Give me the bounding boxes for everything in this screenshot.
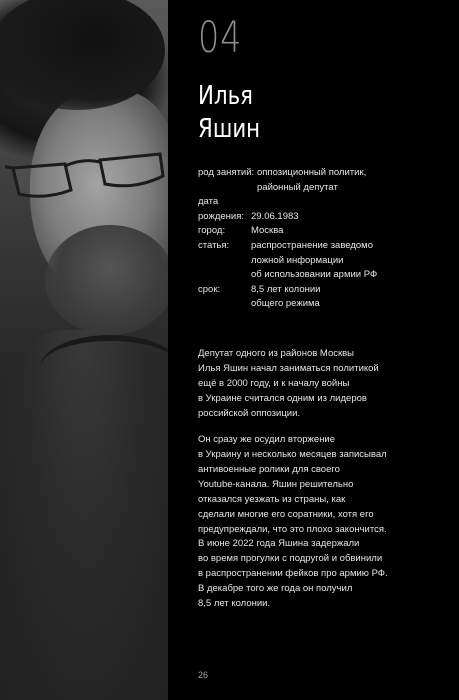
fact-value: об использовании армии РФ bbox=[251, 269, 378, 281]
glasses-graphic bbox=[5, 150, 165, 205]
fact-value: ложной информации bbox=[251, 254, 344, 266]
paragraph-line: антивоенные ролики для своего bbox=[198, 464, 340, 475]
paragraph-line: во время прогулки с подругой и обвинили bbox=[198, 553, 383, 564]
paragraph-line: Он сразу же осудил вторжение bbox=[198, 434, 336, 445]
paragraph-line: в Украину и несколько месяцев записывал bbox=[198, 449, 387, 460]
paragraph-line: сделали многие его соратники, хотя его bbox=[198, 509, 374, 520]
paragraph-line: предупреждали, что это плохо закончится. bbox=[198, 524, 387, 535]
fact-label: срок: bbox=[198, 283, 221, 295]
fact-value: общего режима bbox=[251, 298, 320, 310]
fact-label: статья: bbox=[198, 239, 230, 251]
fact-value: районный депутат bbox=[257, 181, 338, 193]
fact-value: распространение заведомо bbox=[251, 239, 373, 251]
paragraph-line: в Украине считался одним из лидеров bbox=[198, 393, 367, 404]
page-number: 26 bbox=[198, 670, 209, 680]
paragraph-line: отказался уезжать из страны, как bbox=[198, 494, 346, 505]
fact-value: Москва bbox=[251, 225, 284, 237]
paragraph-line: в распространении фейков про армию РФ. bbox=[198, 568, 388, 579]
profile-name bbox=[198, 80, 260, 146]
fact-occupation bbox=[198, 166, 377, 195]
facts-list bbox=[198, 166, 377, 312]
paragraph-line: Депутат одного из районов Москвы bbox=[198, 348, 355, 359]
fact-term bbox=[198, 283, 377, 312]
fact-birth bbox=[198, 195, 377, 224]
paragraph bbox=[198, 346, 413, 421]
portrait-beard bbox=[45, 225, 168, 335]
profile-name-line: Илья bbox=[198, 81, 253, 111]
paragraph bbox=[198, 432, 413, 537]
profile-number: 04 bbox=[198, 13, 243, 63]
fact-label: город: bbox=[198, 225, 226, 237]
paragraph-line: В декабре того же года он получил bbox=[198, 583, 353, 594]
fact-value: 8,5 лет колонии bbox=[251, 283, 321, 295]
fact-label: дата bbox=[198, 196, 219, 208]
paragraph-line: Илья Яшин начал заниматься политикой bbox=[198, 363, 379, 374]
fact-value: 29.06.1983 bbox=[251, 210, 299, 222]
paragraph-line: В июне 2022 года Яшина задержали bbox=[198, 538, 360, 549]
fact-value: оппозиционный политик, bbox=[257, 167, 367, 178]
profile-name-line: Яшин bbox=[198, 114, 261, 144]
portrait-collar bbox=[40, 335, 168, 401]
paragraph-line: российской оппозиции. bbox=[198, 408, 301, 419]
portrait-hair bbox=[0, 0, 165, 110]
paragraph-line: 8,5 лет колонии. bbox=[198, 598, 271, 609]
fact-label: рождения: bbox=[198, 210, 244, 222]
portrait-photo bbox=[0, 0, 168, 700]
fact-label: род занятий: bbox=[198, 167, 255, 178]
paragraph-line: Youtube-канала. Яшин решительно bbox=[198, 479, 354, 490]
paragraph bbox=[198, 536, 413, 611]
paragraph-line: ещё в 2000 году, и к началу войны bbox=[198, 378, 350, 389]
fact-city bbox=[198, 224, 377, 239]
fact-article bbox=[198, 239, 377, 283]
